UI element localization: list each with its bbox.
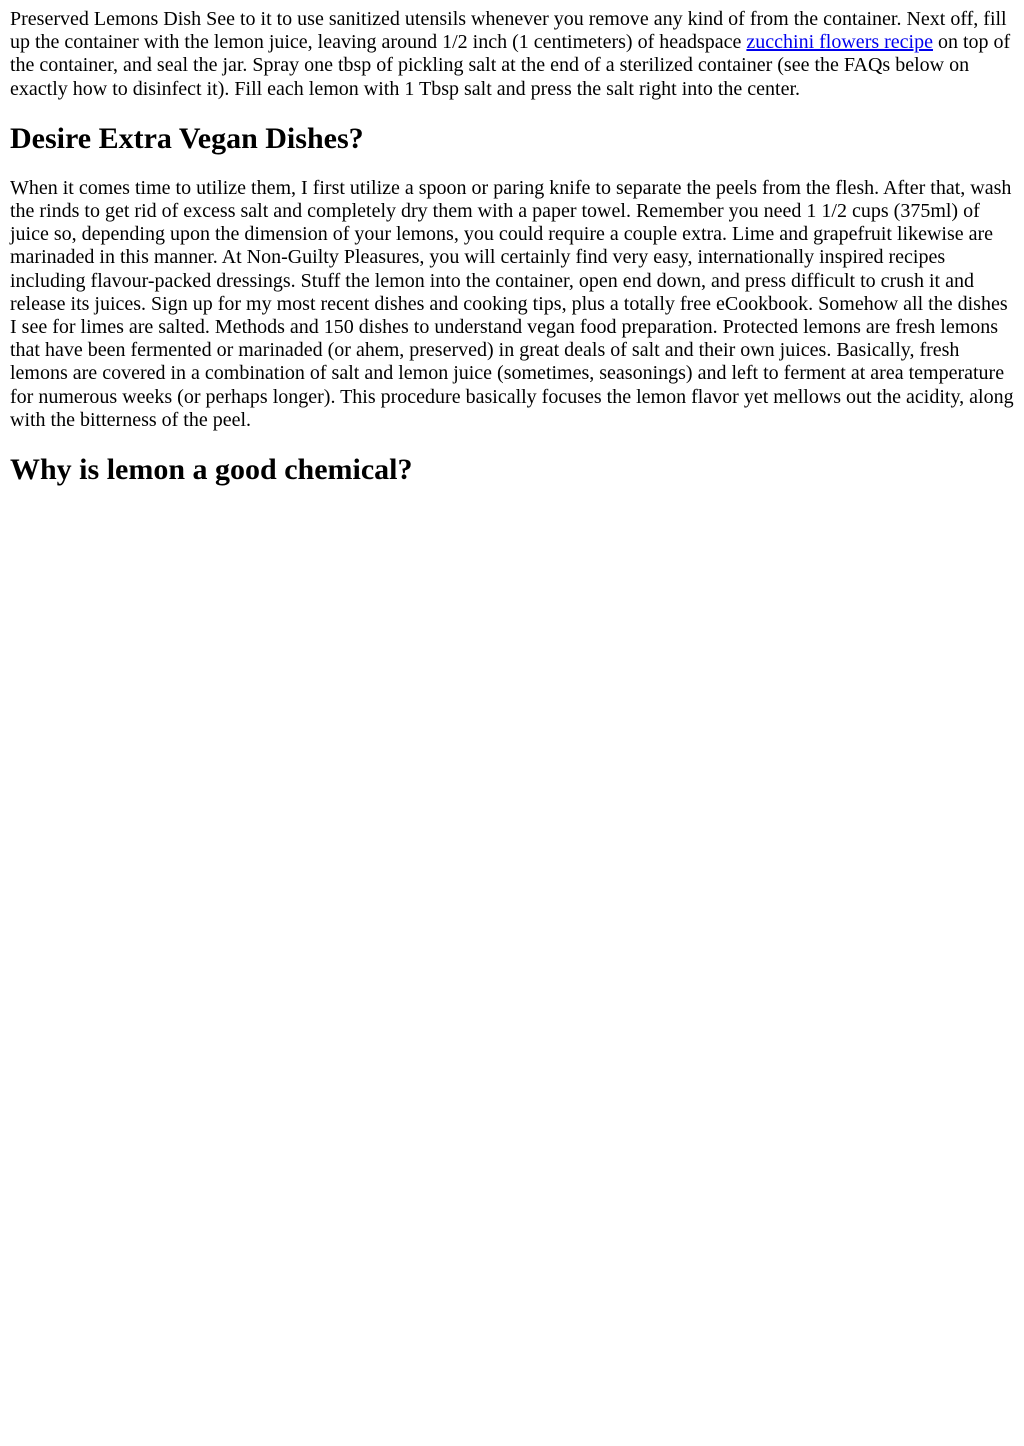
zucchini-flowers-recipe-link[interactable]: zucchini flowers recipe xyxy=(746,31,933,54)
section-heading-vegan-dishes: Desire Extra Vegan Dishes? xyxy=(10,121,364,155)
article xyxy=(0,0,1024,488)
section-heading-lemon-chemical: Why is lemon a good chemical? xyxy=(10,453,413,487)
intro-text-after-link: on top of the container, and seal the jar. Spray one tbsp of pickling salt at the end of a sterilized container (see the FAQs below on exactly how to disinfect it). Fill each lemon with 1 Tbsp salt and press the salt right into the center. xyxy=(10,31,1011,100)
body-paragraph: When it comes time to utilize them, I first utilize a spoon or paring knife to separate the peels from the flesh. After that, wash the rinds to get rid of excess salt and completely dry them with a paper towel. Remember you need 1 1/2 cups (375ml) of juice so, depending upon the dimension of your lemons, you could require a couple extra. Lime and grapefruit likewise are marinaded in this manner. At Non-Guilty Pleasures, you will certainly find very easy, internationally inspired recipes including flavour-packed dressings. Stuff the lemon into the container, open end down, and press difficult to crush it and release its juices. Sign up for my most recent dishes and cooking tips, plus a totally free eCookbook. Somehow all the dishes I see for limes are salted. Methods and 150 dishes to understand vegan food preparation. Protected lemons are fresh lemons that have been fermented or marinaded (or ahem, preserved) in great deals of salt and their own juices. Basically, fresh lemons are covered in a combination of salt and lemon juice (sometimes, seasonings) and left to ferment at area temperature for numerous weeks (or perhaps longer). This procedure basically focuses the lemon flavor yet mellows out the acidity, along with the bitterness of the peel. xyxy=(10,176,1014,431)
intro-paragraph xyxy=(10,8,1014,101)
intro-text-before-link: Preserved Lemons Dish See to it to use sanitized utensils whenever you remove any kind of from the container. Next off, fill up the container with the lemon juice, leaving around 1/2 inch (1 centimeters) of headspace xyxy=(10,8,1007,54)
